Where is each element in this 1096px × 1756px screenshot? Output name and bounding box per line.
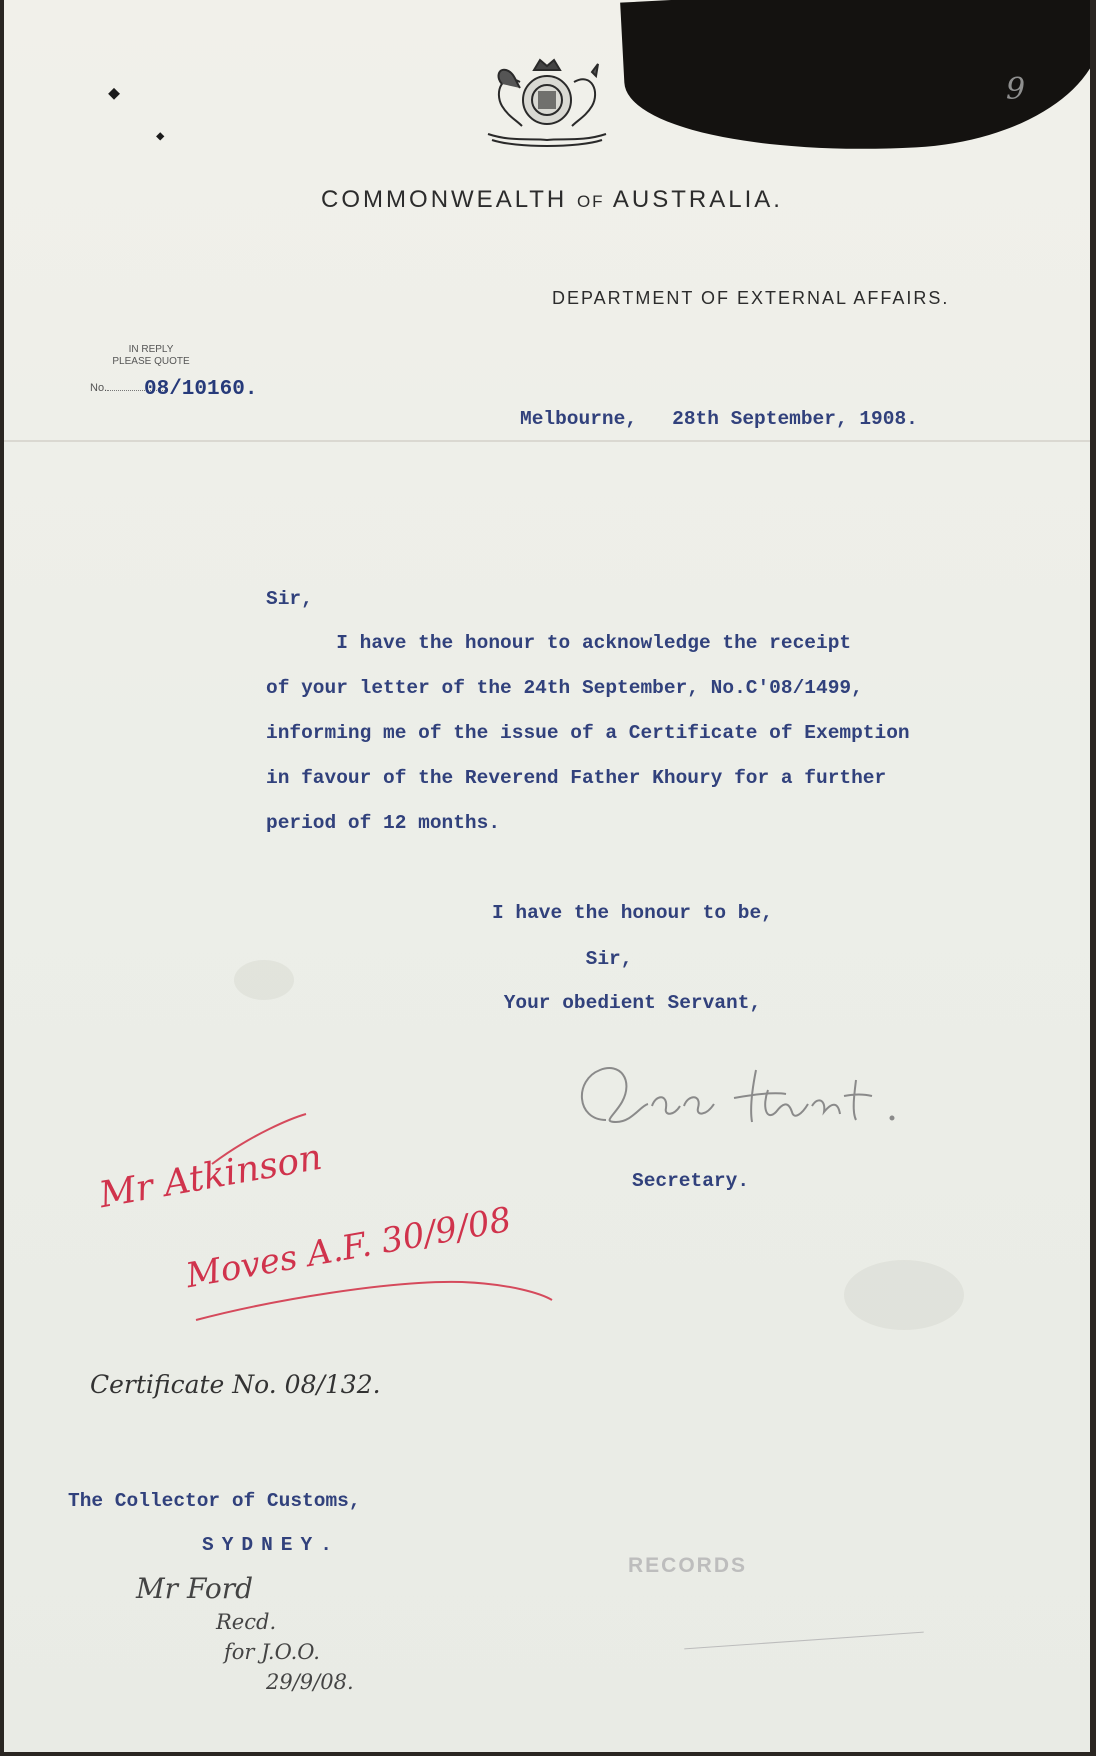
letterhead-title-part1: COMMONWEALTH — [321, 186, 577, 213]
paper-stain — [234, 960, 294, 1000]
paper-fold — [4, 440, 1090, 442]
body-line: of your letter of the 24th September, No.C'08/1499, — [266, 677, 863, 699]
reply-label-line1: IN REPLY — [128, 344, 174, 355]
reply-label — [96, 344, 206, 368]
pencil-note-line4: 29/9/08. — [266, 1670, 354, 1694]
addressee-line2: SYDNEY. — [202, 1534, 340, 1556]
salutation: Sir, — [266, 588, 313, 610]
body-line: informing me of the issue of a Certificate of Exemption — [266, 722, 910, 744]
closing-line: Sir, — [492, 948, 633, 970]
coat-of-arms-icon — [472, 42, 622, 152]
body-line: in favour of the Reverend Father Khoury for a further — [266, 767, 887, 789]
red-annotation-line1: Mr Atkinson — [96, 1136, 326, 1217]
ink-mark: ◆ — [156, 129, 165, 145]
red-annotation-strokes — [92, 1104, 632, 1334]
signature-text: Atlee Hunt. — [556, 1050, 563, 1051]
place-and-date: Melbourne, 28th September, 1908. — [520, 408, 918, 430]
stamp-underline — [684, 1632, 923, 1650]
closing-line: Your obedient Servant, — [492, 992, 762, 1014]
signatory-title: Secretary. — [632, 1170, 750, 1192]
red-annotation-line2: Moves A.F. 30/9/08 — [183, 1199, 515, 1297]
reply-label-line2: PLEASE QUOTE — [112, 356, 190, 367]
pencil-note-line3: for J.O.O. — [224, 1640, 320, 1664]
folio-number: 9 — [1006, 72, 1026, 107]
addressee-line1: The Collector of Customs, — [68, 1490, 361, 1512]
pencil-note-line1: Mr Ford — [136, 1572, 254, 1605]
ink-mark: ◆ — [108, 83, 121, 106]
letterhead-title — [4, 186, 1090, 214]
department-name: DEPARTMENT OF EXTERNAL AFFAIRS. — [552, 288, 950, 308]
reference-prefix: No. — [90, 382, 108, 394]
body-line: I have the honour to acknowledge the receipt — [266, 632, 852, 654]
reference-number: 08/10160. — [144, 378, 258, 401]
body-line: period of 12 months. — [266, 812, 501, 834]
letterhead-title-part3: AUSTRALIA. — [604, 186, 783, 213]
closing-line: I have the honour to be, — [492, 902, 773, 924]
records-stamp: RECORDS — [628, 1554, 748, 1577]
letter-page — [4, 0, 1090, 1752]
letterhead-title-part2: OF — [576, 192, 605, 211]
paper-stain — [844, 1260, 964, 1330]
certificate-note: Certificate No. 08/132. — [90, 1370, 381, 1399]
pencil-note-line2: Recd. — [216, 1610, 277, 1634]
